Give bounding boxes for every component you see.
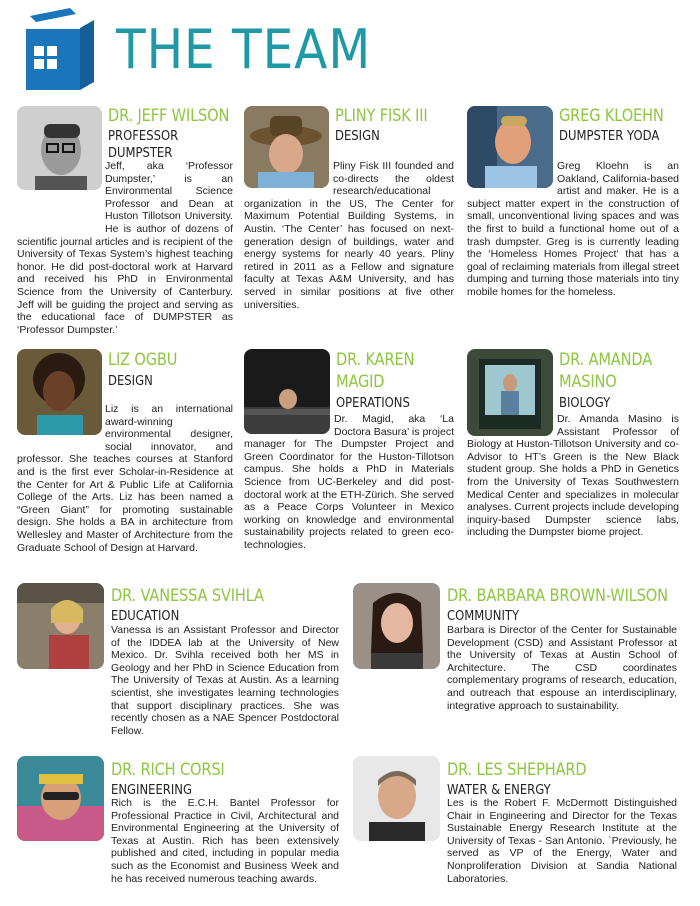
amanda-masino-bio-text: Dr. Amanda Masino is Assistant Professor of Biology at Huston-Tillotson University and co-Advisor to HT’s Green is the New Black student group. She holds a PhD in Genetics from the University of Texas Southwestern Medical Center and specializes in molecular analyses. Current projects include developing inquiry-based Dumpster science labs, including the Dumpster biome project.: [467, 413, 679, 539]
amanda-masino-name: DR. AMANDA: [559, 350, 653, 370]
greg-kloehn-role: DUMPSTER YODA: [559, 128, 660, 144]
liz-ogbu-bio: [17, 403, 233, 554]
amanda-masino-name-line-2: MASINO: [559, 372, 617, 392]
amanda-masino-bio: [467, 413, 679, 539]
liz-ogbu-role: DESIGN: [108, 373, 153, 389]
karen-magid-bio: [244, 413, 454, 552]
les-shephard-photo: [353, 756, 440, 841]
les-shephard-bio: [447, 797, 677, 885]
pliny-fisk-role: DESIGN: [335, 128, 380, 144]
barbara-brown-wilson-name: DR. BARBARA BROWN-WILSON: [447, 586, 668, 606]
barbara-brown-wilson-role: COMMUNITY: [447, 608, 520, 624]
rich-corsi-bio-text: Rich is the E.C.H. Bantel Professor for Professional Practice in Civil, Architectural and Environmental Engineering at the University of Texas at Austin. Rich has been extensively published and cited, including in popular media such as the Economist and Business Week and he has received numerous teaching awards.: [111, 797, 339, 885]
karen-magid-name-line-2: MAGID: [336, 372, 385, 392]
jeff-wilson-role: PROFESSOR: [108, 128, 179, 144]
jeff-wilson-name: DR. JEFF WILSON: [108, 106, 230, 126]
jeff-wilson-role-line-2: DUMPSTER: [108, 145, 173, 161]
page-header: [22, 6, 682, 96]
jeff-wilson-bio-text: Jeff, aka ‘Professor Dumpster,’ is an Environmental Science Professor and Dean at Huston Tillotson University. He is author of dozens of scientific journal articles and is recipient of the University of Texas System’s highest teaching honor. He did post-doctoral work at Harvard and received his PhD in Environmental Science from the University of Canterbury. Jeff will be guiding the project and serving as the educational face of DUMPSTER as ‘Professor Dumpster.’: [17, 160, 233, 336]
barbara-brown-wilson-photo: [353, 583, 440, 669]
vanessa-svihla-bio: [111, 624, 339, 737]
rich-corsi-photo: [17, 756, 104, 841]
vanessa-svihla-photo: [17, 583, 104, 669]
rich-corsi-name: DR. RICH CORSI: [111, 760, 225, 780]
liz-ogbu-name: LIZ OGBU: [108, 350, 178, 370]
barbara-brown-wilson-bio-text: Barbara is Director of the Center for Sustainable Development (CSD) and Assistant Professor at the University of Texas at Austin School of Architecture. The CSD coordinates complementary programs of research, education, and outreach that espouse an interdisciplinary, integrative approach to sustainability.: [447, 624, 677, 712]
vanessa-svihla-name: DR. VANESSA SVIHLA: [111, 586, 264, 606]
rich-corsi-bio: [111, 797, 339, 885]
les-shephard-name: DR. LES SHEPHARD: [447, 760, 587, 780]
liz-ogbu-bio-text: Liz is an international award-winning environmental designer, social innovator, and professor. She teaches courses at Stanford and is the first ever Scholar-in-Residence at the Center for Art & Public Life at California College of the Arts. Liz has been named a “Green Giant” for promoting sustainable design. She holds a BA in architecture from Wellesley and Master of Architecture from the Graduate School of Design at Harvard.: [17, 403, 233, 554]
les-shephard-bio-text: Les is the Robert F. McDermott Distinguished Chair in Engineering and Director for the Texas Sustainable Energy Research Institute at the University of Texas - San Antonio. `Previously, he served as VP of the Energy, Water and Nonproliferation Division at Sandia National Laboratories.: [447, 797, 677, 885]
barbara-brown-wilson-bio: [447, 624, 677, 712]
rich-corsi-role: ENGINEERING: [111, 782, 192, 798]
greg-kloehn-name: GREG KLOEHN: [559, 106, 664, 126]
pliny-fisk-bio-text: Pliny Fisk III founded and co-directs the oldest research/educational organization in the US, The Center for Maximum Potential Building Systems, in Austin. ‘The Center’ has focused on next-generation design of buildings, water and energy systems for nearly 40 years. Pliny retired in 2011 as a Fellow and signature faculty at Texas A&M University, and has served in similar positions at five other universities.: [244, 160, 454, 311]
jeff-wilson-bio: [17, 160, 233, 336]
vanessa-svihla-bio-text: Vanessa is an Assistant Professor and Director of the IDDEA lab at the University of New Mexico. Dr. Svihla received both her MS in Geology and her PhD in Science Education from The University of Texas at Austin. As a learning scientist, she investigates learning technologies that support disciplinary practices. She was recently chosen as a NAE Spencer Postdoctoral Fellow.: [111, 624, 339, 737]
les-shephard-role: WATER & ENERGY: [447, 782, 551, 798]
vanessa-svihla-role: EDUCATION: [111, 608, 180, 624]
greg-kloehn-bio: [467, 160, 679, 299]
karen-magid-role: OPERATIONS: [336, 395, 410, 411]
greg-kloehn-bio-text: Greg Kloehn is an Oakland, California-based artist and maker. He is a subject matter expert in the construction of small, unconventional living spaces and was the first to build a functional home out of a trash dumpster. Greg is is currently leading the ‘Homeless Homes Project‘ that has a goal of reclaiming materials from illegal street dumping and turning those materials into tiny mobile homes for the homeless.: [467, 160, 679, 298]
dumpster-logo-icon: [22, 6, 98, 90]
karen-magid-name: DR. KAREN: [336, 350, 415, 370]
pliny-fisk-bio: [244, 160, 454, 311]
pliny-fisk-name: PLINY FISK III: [335, 106, 428, 126]
page-title: THE TEAM: [116, 18, 372, 81]
karen-magid-bio-text: Dr. Magid, aka ‘La Doctora Basura’ is project manager for The Dumpster Project and Green Coordinator for the Huston-Tillotson campus. She holds a PhD in Materials Science from UC-Berkeley and did post-doctoral work at the ETH-Zürich. She served as a Peace Corps Volunteer in Mexico working on knowledge and environmental sustainability projects related to green eco-technologies.: [244, 413, 454, 551]
amanda-masino-role: BIOLOGY: [559, 395, 611, 411]
